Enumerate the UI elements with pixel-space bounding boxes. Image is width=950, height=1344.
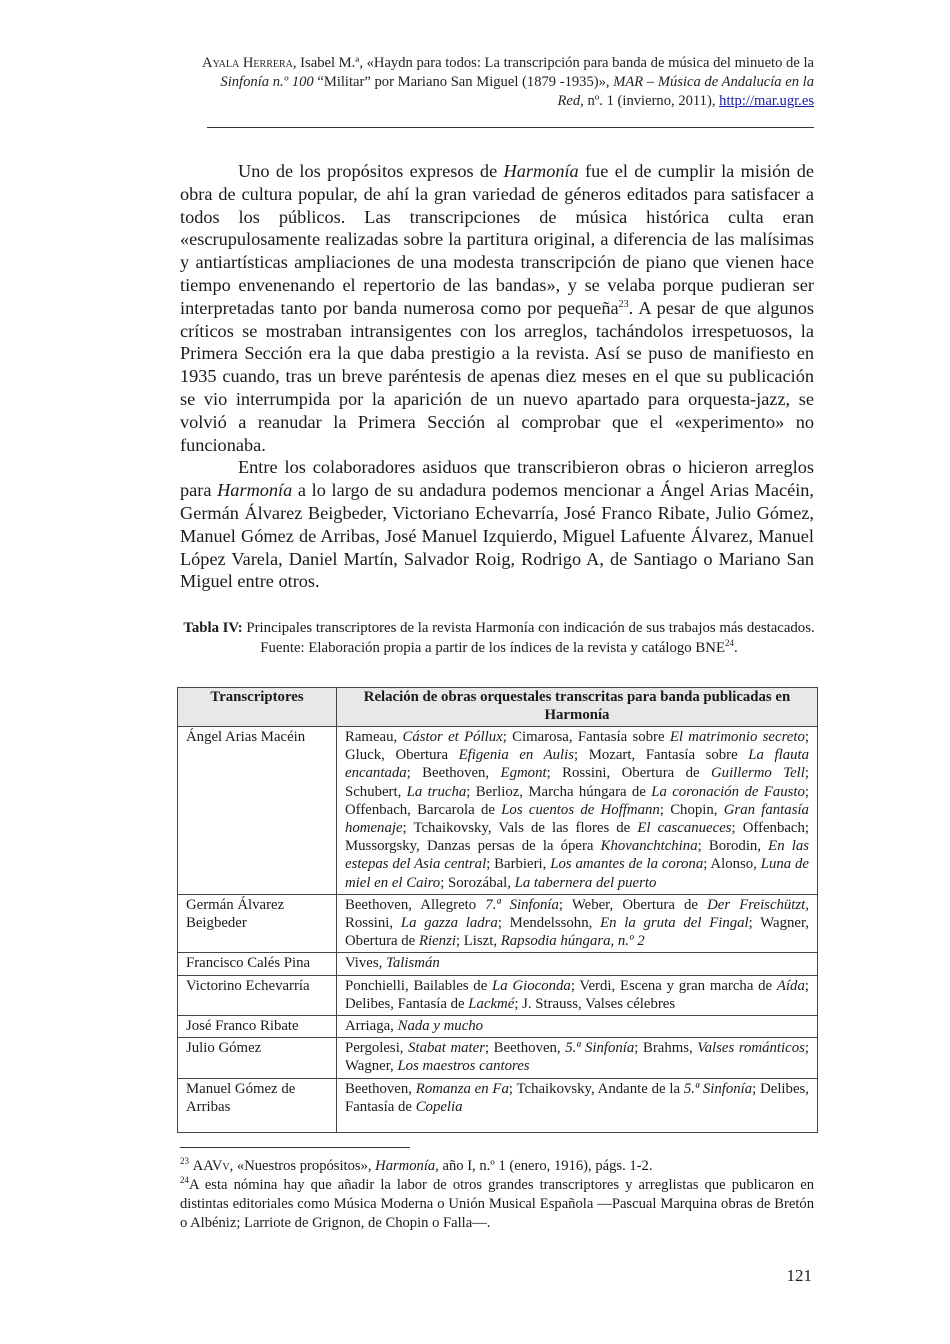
work-title: 5.ª Sinfonía [683, 1080, 753, 1097]
work-text: Vives, [345, 955, 387, 972]
work-title: El matrimonio secreto [669, 729, 805, 745]
work-text: ; Wagner, Obertura de [345, 915, 810, 950]
work-title: La gazza ladra [400, 915, 498, 932]
transcriptor-name: Germán Álvarez Beigbeder [178, 894, 337, 953]
table-row [178, 727, 818, 895]
footnote-23-text-b: , año I, n.º 1 (enero, 1916), págs. 1-2. [435, 1158, 653, 1174]
table-row [178, 1038, 818, 1078]
work-text: ; Verdi, Escena y gran marcha de [570, 977, 777, 994]
table-row [178, 1016, 818, 1038]
footnote-ref-24[interactable]: 24 [725, 638, 734, 649]
work-title: Gran fantasía homenaje [345, 801, 809, 837]
footnote-23 [180, 1157, 814, 1176]
work-title: Guillermo Tell [710, 765, 805, 782]
work-title: Nada y mucho [397, 1018, 484, 1035]
work-text: ; Offenbach, Barcarola de [345, 783, 809, 818]
footnote-24-number: 24 [180, 1175, 189, 1186]
work-title: El cascanueces [637, 820, 732, 837]
work-text: ; Barbieri, [486, 856, 551, 873]
work-text: ; Sorozábal, [440, 874, 515, 891]
paragraph-2-harmonia: Harmonía [217, 480, 293, 501]
work-text: ; Delibes, Fantasía de [345, 1080, 809, 1115]
transcriptores-table [177, 687, 818, 1133]
footnotes [180, 1157, 814, 1233]
work-text: ; Beethoven, [406, 765, 501, 782]
work-title: 7.ª Sinfonía [485, 896, 559, 913]
work-text: ; Berlioz, Marcha húngara de [466, 783, 652, 800]
work-text: Beethoven, [345, 1080, 416, 1097]
running-header [196, 54, 814, 111]
work-title: Los maestros cantores [397, 1058, 530, 1075]
paragraph-2-text-a: Entre los colaboradores asiduos que transcribieron obras o hicieron arreglos para [180, 457, 814, 501]
work-text: ; Brahms, [634, 1040, 698, 1057]
transcriptor-name: José Franco Ribate [178, 1016, 337, 1038]
paragraph-1 [180, 160, 814, 456]
work-text: Rameau, [345, 729, 403, 745]
work-text: ; Schubert, [345, 765, 810, 800]
header-author: Ayala Herrera [202, 55, 293, 71]
work-title: Lackmé [468, 995, 515, 1012]
transcriptor-name: Manuel Gómez de Arribas [178, 1078, 337, 1132]
works-list [337, 1016, 818, 1038]
footnote-rule [180, 1147, 410, 1148]
footnote-24-text: A esta nómina hay que añadir la labor de otros grandes transcriptores y arreglistas que publicaron en distintas editoriales como Música Moderna o Unión Musical Española —Pascual Marquina obras de Bretón o Albéniz; Larriote de Grignon, de Chopin o Falla—. [180, 1177, 814, 1231]
paragraph-1-text-c: . A pesar de que algunos críticos se mostraban intransigentes con los arreglos, tachándolos irrespetuosos, la Primera Sección era la que daba prestigio a la revista. Así se puso de manifiesto en 1935 cuando, tras un breve paréntesis de apenas diez meses en el que su publicación se vio interrumpida por la aparición de un nuevo apartado para orquesta-jazz, se volvió a reanudar la Primera Sección al comprobar que el «experimento» no funcionaba. [180, 297, 815, 455]
works-list [337, 975, 818, 1015]
work-title: La trucha [406, 783, 467, 800]
table-header-row [178, 688, 818, 727]
header-rule [207, 127, 814, 128]
work-text: ; Gluck, Obertura [345, 729, 809, 764]
work-title: Talismán [386, 955, 440, 972]
work-text: ; Beethoven, [484, 1040, 566, 1057]
header-militar: “Militar” por Mariano San Miguel (1879 -1935)», [313, 74, 614, 90]
paragraph-1-text-b: fue el de cumplir la misión de obra de cultura popular, de ahí la gran variedad de géneros editados para satisfacer a todos los públicos. Las transcripciones de música histórica culta eran «escrupulosamente realizadas sobre la partitura original, a diferencia de las malísimas y antiartísticas ampliaciones de una modesta transcripción de piano que vienen hace tiempo envenenando el repertorio de las bandas», y se velaba porque pudieran ser interpretadas tanto por banda numerosa como por pequeña [180, 161, 814, 318]
work-title: Rienzi [418, 933, 456, 950]
work-text: Ponchielli, Bailables de [345, 977, 493, 994]
work-text: ; Alonso, [703, 856, 761, 873]
header-journal: MAR – Música de Andalucía en la Red [557, 74, 814, 109]
work-text: ; Liszt, [455, 933, 501, 950]
work-title: Efigenia en Aulis [458, 747, 575, 764]
caption-end: . [734, 640, 738, 656]
work-text: ; Mendelssohn, [497, 915, 601, 932]
footnote-24 [180, 1176, 814, 1233]
work-text: ; Cimarosa, Fantasía sobre [502, 729, 670, 745]
footnote-23-author: AAVv [192, 1158, 230, 1174]
body-text [180, 160, 814, 593]
table-row [178, 894, 818, 953]
work-text: Pergolesi, [345, 1040, 409, 1057]
table-row [178, 953, 818, 975]
header-author-rest: , Isabel M.ª, «Haydn para todos: La transcripción para banda de música del minueto de la [292, 55, 814, 71]
work-title: Romanza en Fa [415, 1080, 509, 1097]
work-text: ; Offenbach; Mussorgsky, Danzas persas de la ópera [345, 820, 810, 855]
work-title: Los cuentos de Hoffmann [501, 801, 660, 818]
work-text: ; Mozart, Fantasía sobre [574, 747, 749, 764]
work-title: 5.ª Sinfonía [565, 1040, 635, 1057]
work-title: En las estepas del Asia central [345, 838, 810, 873]
footnote-23-text-a: , «Nuestros propósitos», [229, 1158, 376, 1174]
work-title: Valses románticos [697, 1040, 805, 1057]
work-title: Rapsodia húngara, n.º 2 [500, 933, 645, 950]
footnote-23-number: 23 [180, 1156, 189, 1167]
works-list [337, 1038, 818, 1078]
works-list [337, 1078, 818, 1132]
transcriptor-name: Ángel Arias Macéin [178, 727, 337, 895]
work-text: ; Wagner, [345, 1040, 809, 1075]
work-title: Cástor et Póllux [402, 729, 503, 745]
work-title: Aída [776, 977, 805, 994]
caption-label: Tabla IV: [183, 620, 243, 636]
work-title: Luna de miel en el Cairo [345, 856, 809, 891]
transcriptor-name: Victorino Echevarría [178, 975, 337, 1015]
work-text: ; Borodin, [697, 838, 769, 855]
page-number: 121 [786, 1266, 812, 1285]
works-list [337, 727, 818, 895]
paragraph-2 [180, 456, 814, 593]
paragraph-2-text-b: a lo largo de su andadura podemos mencionar a Ángel Arias Macéin, Germán Álvarez Beigbeder, Victoriano Echevarría, José Franco Ribate, Julio Gómez, Manuel Gómez de Arribas, José Manuel Izquierdo, Miguel Lafuente Álvarez, Manuel López Varela, Daniel Martín, Salvador Roig, Rodrigo A, de Santiago o Mariano San Miguel entre otros. [180, 480, 815, 592]
work-text: Arriaga, [345, 1018, 398, 1035]
work-text: ; Rossini, Obertura de [546, 765, 711, 782]
work-title: Der Freischützt [707, 896, 806, 913]
work-text: ; J. Strauss, Valses célebres [514, 995, 676, 1012]
work-text: ; Tchaikovsky, Andante de la [508, 1080, 684, 1097]
work-title: La flauta encantada [345, 747, 810, 782]
work-title: Khovanchtchina [600, 838, 698, 855]
work-title: La coronación de Fausto [651, 783, 805, 800]
work-title: La Gioconda [492, 977, 571, 994]
work-text: ; Weber, Obertura de [558, 896, 708, 913]
transcriptor-name: Julio Gómez [178, 1038, 337, 1078]
works-list [337, 894, 818, 953]
header-transcriptores: Transcriptores [178, 688, 337, 727]
table-row [178, 975, 818, 1015]
header-sinfonia: Sinfonía n.º 100 [220, 74, 314, 90]
paragraph-1-harmonia: Harmonía [503, 161, 579, 181]
works-list [337, 953, 818, 975]
work-title: Copelia [415, 1098, 463, 1115]
work-text: ; Chopin, [659, 801, 724, 818]
header-relacion-obras: Relación de obras orquestales transcritas para banda publicadas en Harmonía [337, 688, 818, 727]
footnote-ref-23[interactable]: 23 [618, 298, 629, 310]
work-title: En la gruta del Fingal [600, 915, 749, 932]
work-text: Beethoven, Allegreto [345, 896, 486, 913]
header-url-link[interactable]: http://mar.ugr.es [719, 93, 814, 109]
caption-text: Principales transcriptores de la revista Harmonía con indicación de sus trabajos más destacados. Fuente: Elaboración propia a partir de los índices de la revista y catálogo BNE [242, 620, 815, 656]
table-caption [180, 618, 818, 658]
table-row [178, 1078, 818, 1132]
work-text: ; Delibes, Fantasía de [345, 977, 809, 1012]
work-text: ; Tchaikovsky, Vals de las flores de [402, 820, 638, 837]
paragraph-1-text-a: Uno de los propósitos expresos de [238, 161, 504, 181]
footnote-23-harmonia: Harmonía [375, 1158, 436, 1174]
work-title: Stabat mater [408, 1040, 485, 1057]
work-title: Egmont [500, 765, 547, 782]
work-title: Los amantes de la corona [550, 856, 704, 873]
header-issue: , nº. 1 (invierno, 2011), [580, 93, 720, 109]
work-text: , Rossini, [345, 896, 809, 932]
transcriptor-name: Francisco Calés Pina [178, 953, 337, 975]
work-title: La tabernera del puerto [514, 874, 657, 891]
